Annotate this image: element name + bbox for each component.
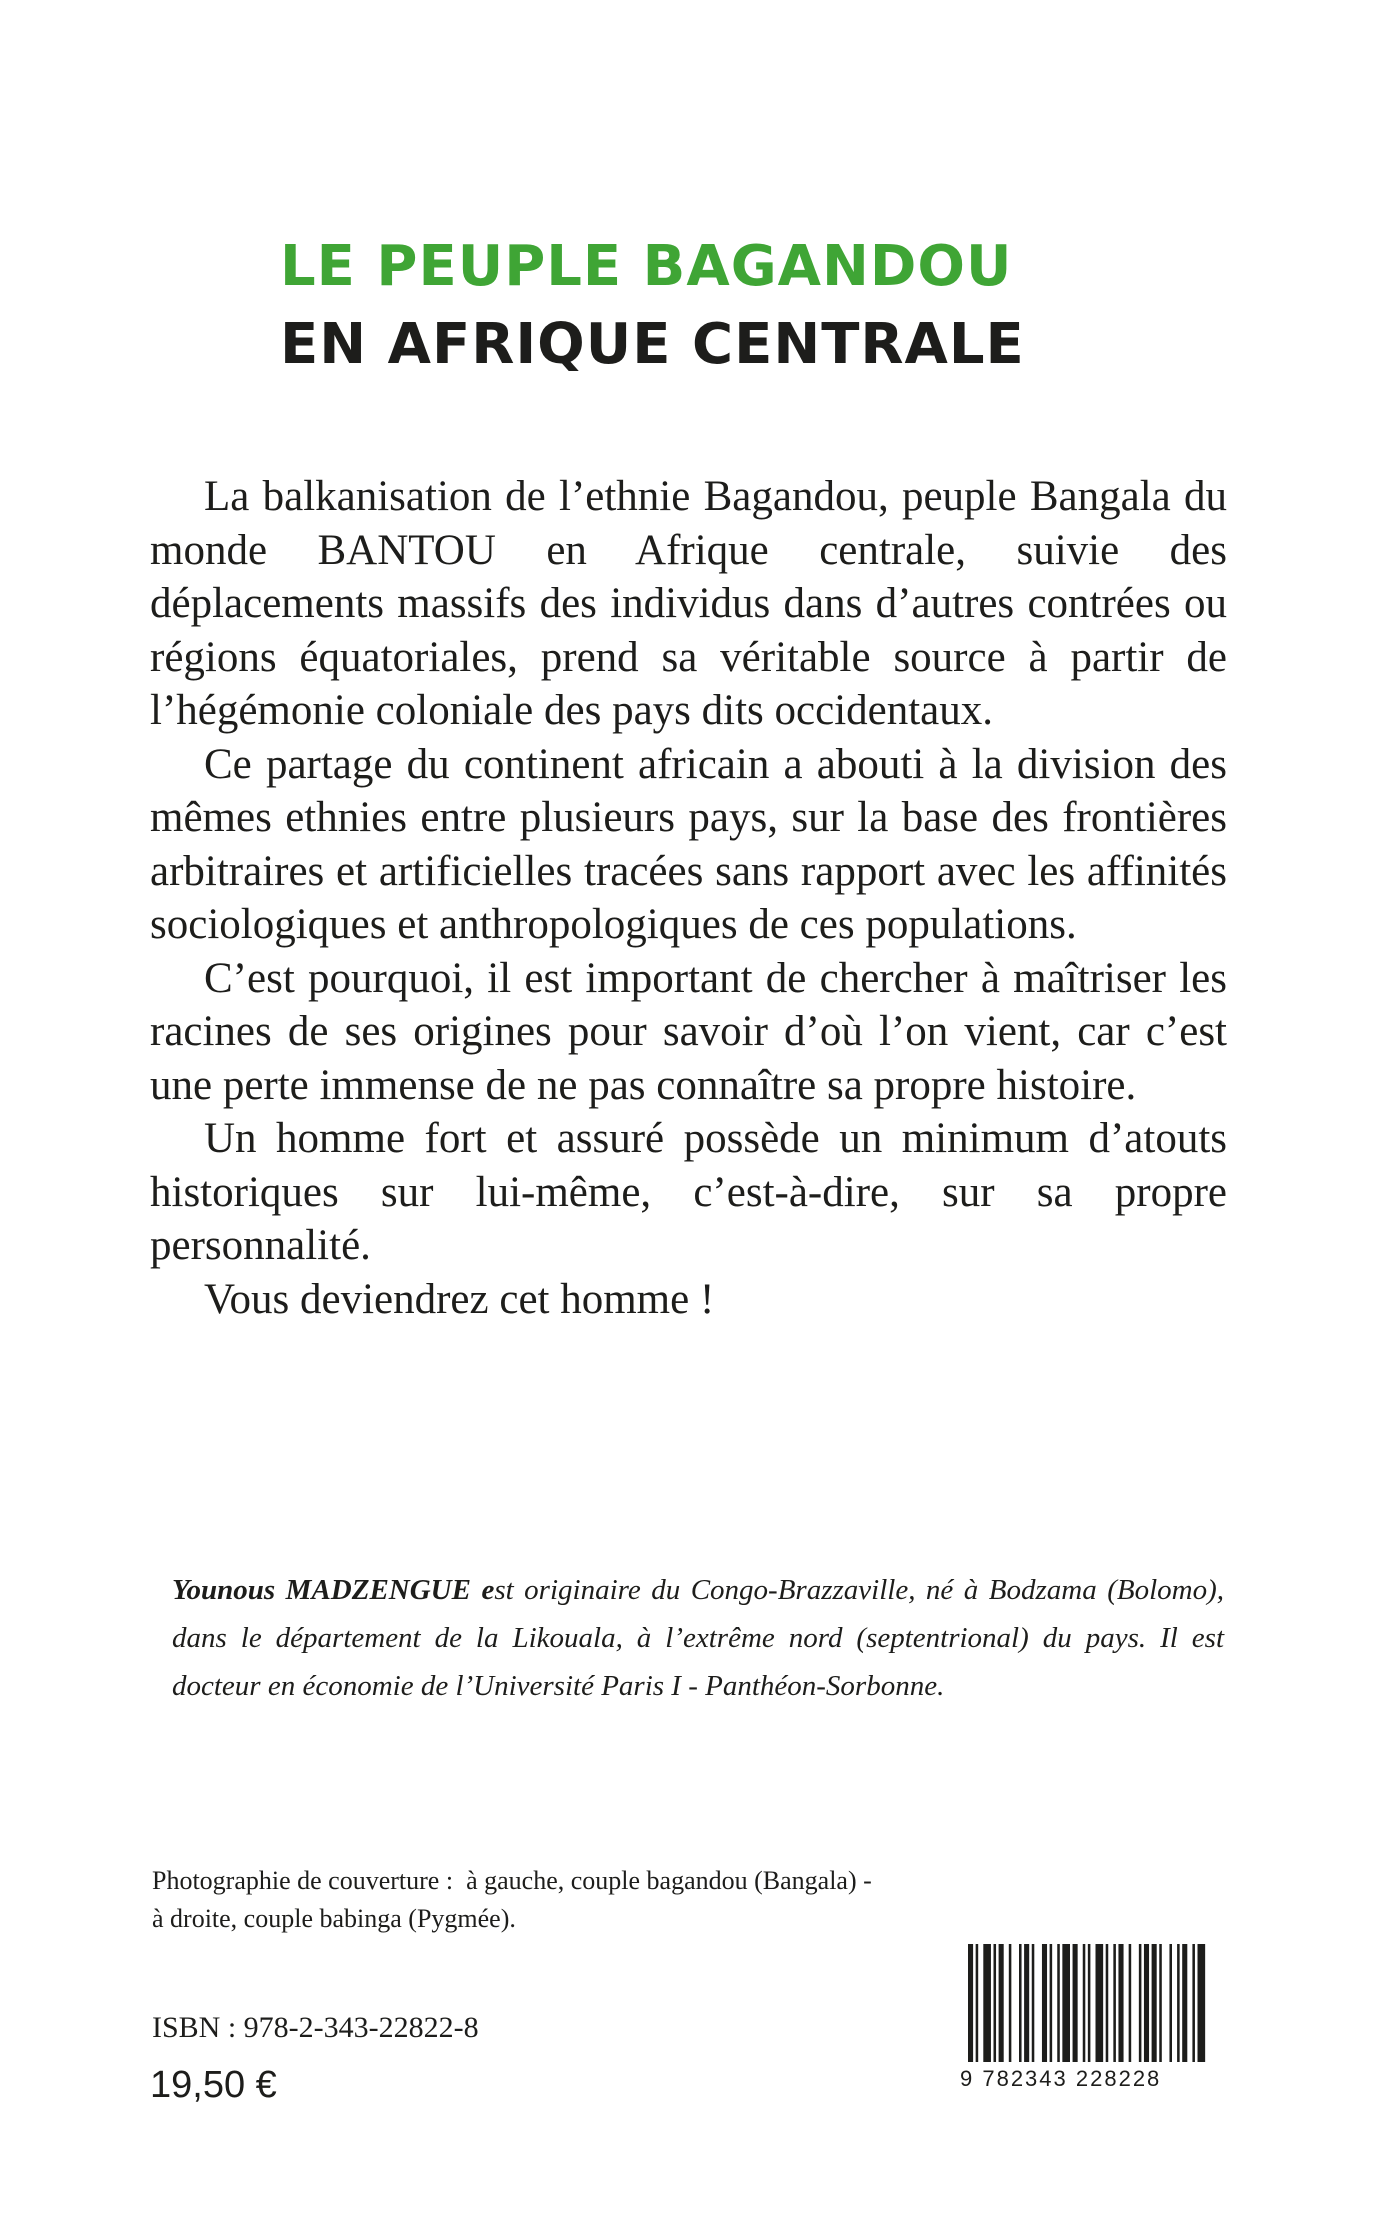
barcode-bar (1139, 1944, 1142, 2062)
title-line-2: EN AFRIQUE CENTRALE (280, 312, 1025, 377)
barcode-bar (968, 1944, 973, 2062)
author-bio (172, 1566, 1224, 1710)
barcode-bar (1032, 1944, 1035, 2062)
barcode-bar (1118, 1944, 1123, 2062)
barcode-bar (983, 1944, 991, 2062)
blurb-paragraph-2: Ce partage du continent africain a abouti à la division des mêmes ethnies entre plusieurs pays, sur la base des frontières arbitraires et artificielles tracées sans rapport avec les affinités sociologiques et anthropologiques de ces populations. (150, 740, 1227, 948)
barcode-bar (1062, 1944, 1070, 2062)
author-bio-text: st originaire du Congo-Brazzaville, né à Bodzama (Bolomo), dans le département de la Likouala, à l’extrême nord (septentrional) du pays. Il est docteur en économie de l’Université Paris I - Panthéon-Sorbonne. (172, 1574, 1225, 1702)
title-line-1: LE PEUPLE BAGANDOU (280, 234, 1013, 299)
barcode-bar (1159, 1944, 1162, 2062)
photo-credit-line-2: à droite, couple babinga (Pygmée). (152, 1904, 516, 1933)
blurb (150, 470, 1227, 1326)
barcode-bar (1177, 1944, 1180, 2062)
barcode-bar (976, 1944, 979, 2062)
book-title (280, 228, 1180, 384)
barcode-bar (1083, 1944, 1086, 2062)
barcode-bar (1152, 1944, 1157, 2062)
barcode-bar (1009, 1944, 1012, 2062)
barcode-bars (960, 1940, 1210, 2066)
blurb-paragraph-5: Vous deviendrez cet homme ! (204, 1275, 715, 1323)
barcode-bar (1073, 1944, 1078, 2062)
barcode-bar (1198, 1944, 1206, 2062)
barcode-bar (994, 1944, 997, 2062)
barcode-bar (1088, 1944, 1091, 2062)
barcode-bar (1096, 1944, 1104, 2062)
blurb-paragraph-4: Un homme fort et assuré possède un minimum d’atouts historiques sur lui-même, c’est-à-dire, sur sa propre personnalité. (150, 1115, 1227, 1269)
barcode-bar (1169, 1944, 1172, 2062)
barcode-bar (1019, 1944, 1022, 2062)
barcode-bar (1182, 1944, 1187, 2062)
photo-credit-line-1: Photographie de couverture : à gauche, couple bagandou (Bangala) - (152, 1866, 872, 1895)
isbn: ISBN : 978-2-343-22822-8 (152, 2011, 479, 2044)
blurb-paragraph-1: La balkanisation de l’ethnie Bagandou, peuple Bangala du monde BANTOU en Afrique centrale, suivie des déplacements massifs des individus dans d’autres contrées ou régions équatoriales, prend sa véritable source à partir de l’hégémonie coloniale des pays dits occidentaux. (150, 473, 1227, 734)
barcode-bar (1057, 1944, 1060, 2062)
barcode-bar (1129, 1944, 1132, 2062)
barcode-bar (1024, 1944, 1029, 2062)
barcode (960, 1940, 1210, 2120)
price: 19,50 € (150, 2064, 277, 2106)
blurb-paragraph-3: C’est pourquoi, il est important de chercher à maîtriser les racines de ses origines pour savoir d’où l’on vient, car c’est une perte immense de ne pas connaître sa propre histoire. (150, 954, 1227, 1109)
barcode-bar (1192, 1944, 1195, 2062)
barcode-bar (1144, 1944, 1149, 2062)
barcode-bar (999, 1944, 1004, 2062)
barcode-bar (1113, 1944, 1116, 2062)
barcode-digits: 9 782343 228228 (960, 2066, 1162, 2091)
barcode-bar (1050, 1944, 1053, 2062)
barcode-bar (1042, 1944, 1047, 2062)
barcode-bar (1106, 1944, 1109, 2062)
photo-credit (152, 1862, 952, 1938)
author-name: Younous MADZENGUE e (172, 1574, 495, 1606)
